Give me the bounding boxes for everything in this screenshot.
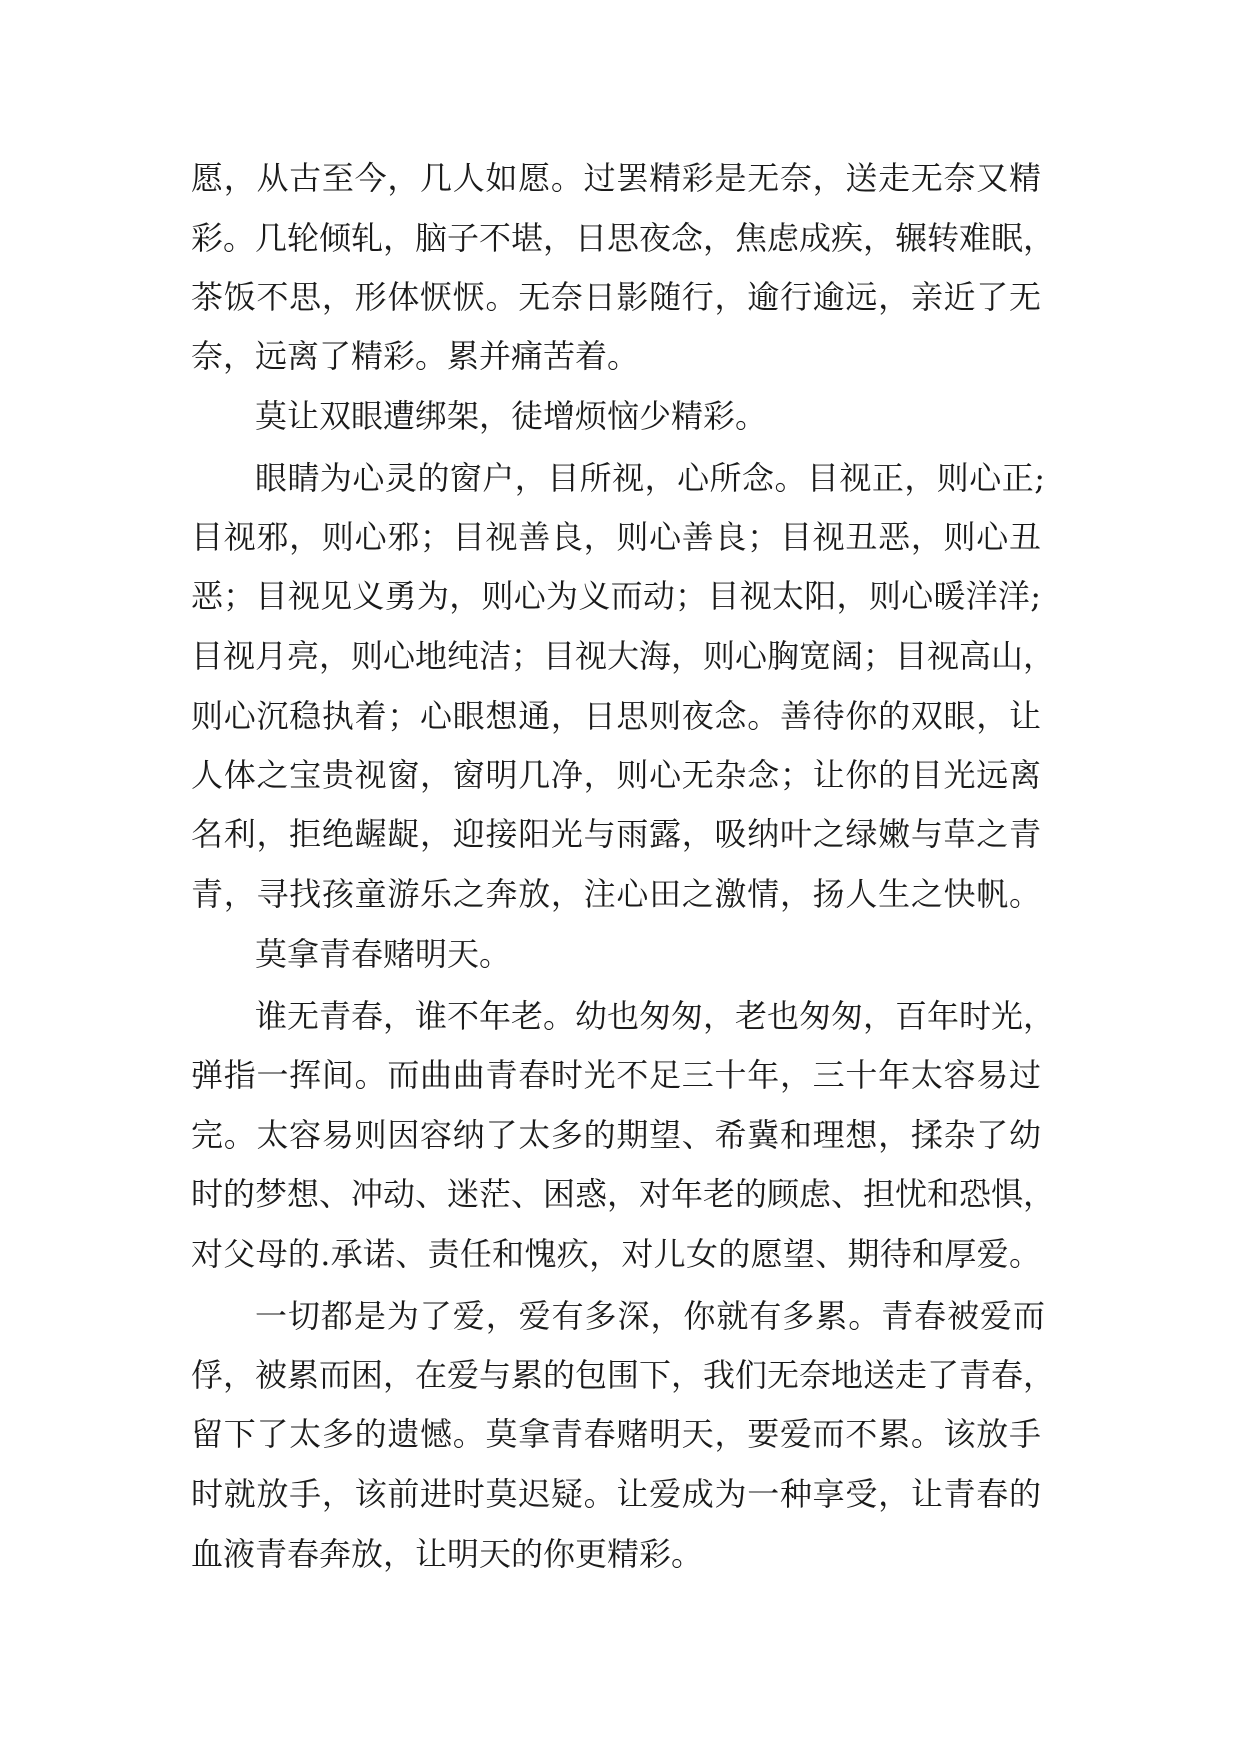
text-line: 血液青春奔放，让明天的你更精彩。 (191, 1535, 704, 1573)
text-line: 对父母的.承诺、责任和愧疚，对儿女的愿望、期待和厚爱。 (191, 1235, 1041, 1273)
text-line: 一切都是为了爱，爱有多深，你就有多累。青春被爱而 (255, 1297, 1045, 1335)
subheading-line: 莫拿青春赌明天。 (255, 935, 512, 973)
text-line: 奈，远离了精彩。累并痛苦着。 (191, 337, 640, 375)
text-line: 愿，从古至今，几人如愿。过罢精彩是无奈，送走无奈又精 (191, 159, 1041, 197)
text-line: 时就放手，该前进时莫迟疑。让爱成为一种享受，让青春的 (191, 1475, 1041, 1513)
text-line: 时的梦想、冲动、迷茫、困惑，对年老的顾虑、担忧和恐惧， (191, 1175, 1056, 1213)
text-line: 目视月亮，则心地纯洁；目视大海，则心胸宽阔；目视高山， (191, 637, 1056, 675)
text-line: 弹指一挥间。而曲曲青春时光不足三十年，三十年太容易过 (191, 1056, 1041, 1094)
text-line: 茶饭不思，形体恹恹。无奈日影随行，逾行逾远，亲近了无 (191, 278, 1041, 316)
text-line: 青，寻找孩童游乐之奔放，注心田之激情，扬人生之快帆。 (191, 875, 1041, 913)
subheading-line: 莫让双眼遭绑架，徒增烦恼少精彩。 (255, 397, 768, 435)
text-line: 俘，被累而困，在爱与累的包围下，我们无奈地送走了青春， (191, 1356, 1056, 1394)
text-line: 目视邪，则心邪；目视善良，则心善良；目视丑恶，则心丑 (191, 518, 1041, 556)
text-line: 完。太容易则因容纳了太多的期望、希冀和理想，揉杂了幼 (191, 1116, 1041, 1154)
text-line: 则心沉稳执着；心眼想通，日思则夜念。善待你的双眼，让 (191, 697, 1041, 735)
text-line: 恶；目视见义勇为，则心为义而动；目视太阳，则心暖洋洋; (191, 577, 1041, 615)
text-line: 人体之宝贵视窗，窗明几净，则心无杂念；让你的目光远离 (191, 756, 1041, 794)
text-line: 眼睛为心灵的窗户，目所视，心所念。目视正，则心正; (255, 459, 1045, 497)
text-line: 留下了太多的遗憾。莫拿青春赌明天，要爱而不累。该放手 (191, 1415, 1041, 1453)
text-line: 谁无青春，谁不年老。幼也匆匆，老也匆匆，百年时光， (255, 997, 1056, 1035)
text-line: 名利，拒绝龌龊，迎接阳光与雨露，吸纳叶之绿嫩与草之青 (191, 815, 1041, 853)
text-line: 彩。几轮倾轧，脑子不堪，日思夜念，焦虑成疾，辗转难眠， (191, 219, 1056, 257)
